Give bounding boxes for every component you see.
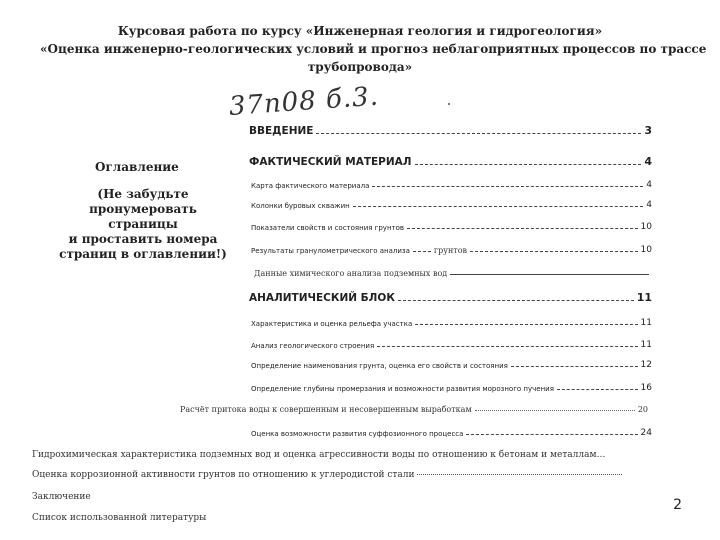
toc-entry-page: 4 [646, 180, 652, 190]
toc-entry-granulometry [251, 245, 652, 255]
toc-entry-label: Карта фактического материала [251, 182, 370, 190]
toc-entry-label: Определение наименования грунта, оценка его свойств и состояния [251, 362, 508, 370]
toc-leader [407, 228, 638, 229]
toc-entry-page: 11 [640, 318, 652, 328]
toc-entry-soil-properties [251, 222, 652, 232]
toc-leader [470, 251, 638, 252]
toc-entry-conclusion: Заключение [32, 492, 91, 502]
toc-entry-label: Результаты гранулометрического анализа [251, 247, 410, 255]
toc-entry-suffosion [251, 428, 652, 438]
title-line-2: «Оценка инженерно-геологических условий и прогноз неблагоприятных процессов по трассе [40, 42, 707, 56]
toc-entry-page: 10 [640, 222, 652, 232]
toc-leader [398, 300, 634, 301]
toc-entry-relief [251, 318, 652, 328]
toc-entry-label: ВВЕДЕНИЕ [249, 125, 314, 137]
toc-entry-label: АНАЛИТИЧЕСКИЙ БЛОК [249, 292, 395, 304]
toc-leader [557, 389, 638, 390]
toc-entry-intro [249, 124, 652, 137]
toc-entry-factual [249, 155, 652, 168]
toc-entry-label: Оценка коррозионной активности грунтов по отношению к углеродистой стали [32, 470, 415, 480]
note-line-1: (Не забудьте [97, 187, 189, 201]
toc-entry-inflow [180, 405, 648, 414]
toc-entry-water-analysis [254, 269, 652, 278]
toc-entry-soil-name [251, 360, 652, 370]
toc-leader [511, 366, 638, 367]
toc-heading: Оглавление [95, 160, 179, 174]
toc-leader [466, 434, 637, 435]
toc-entry-map [251, 180, 652, 190]
toc-entry-hydrochem: Гидрохимическая характеристика подземных вод и оценка агрессивности воды по отношению к бетонам и металлам… [32, 450, 606, 460]
toc-entry-page: 4 [644, 155, 652, 168]
toc-entry-geology [251, 340, 652, 350]
toc-entry-page: 4 [646, 200, 652, 210]
toc-entry-label: Показатели свойств и состояния грунтов [251, 224, 405, 232]
toc-leader [417, 474, 622, 475]
toc-entry-page: 11 [640, 340, 652, 350]
document-title [40, 22, 707, 76]
toc-entry-label: Колонки буровых скважин [251, 202, 350, 210]
toc-entry-label: ФАКТИЧЕСКИЙ МАТЕРИАЛ [249, 156, 412, 168]
toc-entry-page: 24 [640, 428, 652, 438]
toc-leader [353, 206, 644, 207]
toc-leader [450, 274, 649, 275]
scan-speck [448, 103, 450, 105]
toc-entry-label: Оценка возможности развития суффозионного процесса [251, 430, 464, 438]
toc-entry-analytical [249, 291, 652, 304]
toc-leader [415, 324, 637, 325]
page-number: 2 [673, 497, 682, 513]
toc-entry-label-suffix: грунтов [433, 246, 468, 255]
note-line-4: страниц в оглавлении!) [59, 247, 227, 261]
toc-entry-literature: Список использованной литературы [32, 513, 207, 523]
toc-leader [316, 133, 641, 134]
toc-entry-label: Характеристика и оценка рельефа участка [251, 320, 413, 328]
toc-leader [372, 186, 643, 187]
toc-entry-page: 16 [640, 383, 652, 393]
handwritten-note: 37п08 б.3. [228, 81, 380, 122]
reminder-note [58, 187, 228, 262]
toc-entry-page: 10 [640, 245, 652, 255]
toc-entry-page: 3 [644, 124, 652, 137]
toc-entry-label: Данные химического анализа подземных вод [254, 269, 448, 278]
toc-entry-label: Анализ геологического строения [251, 342, 375, 350]
toc-entry-label: Определение глубины промерзания и возможности развития морозного пучения [251, 385, 554, 393]
toc-leader [377, 346, 637, 347]
toc-leader [475, 410, 635, 411]
toc-entry-page: 11 [636, 291, 652, 304]
title-line-3: трубопровода» [307, 60, 413, 74]
toc-entry-page: 20 [637, 405, 648, 414]
toc-leader [413, 251, 431, 252]
title-line-1: Курсовая работа по курсу «Инженерная геология и гидрогеология» [117, 24, 603, 38]
note-line-3: и проставить номера [68, 232, 218, 246]
toc-entry-label: Расчёт притока воды к совершенным и несовершенным выработкам [180, 405, 472, 414]
toc-leader [415, 164, 642, 165]
note-line-2: пронумеровать страницы [89, 202, 197, 231]
toc-entry-corrosion [32, 470, 622, 480]
toc-entry-page: 12 [640, 360, 652, 370]
toc-entry-boreholes [251, 200, 652, 210]
toc-entry-frost [251, 383, 652, 393]
